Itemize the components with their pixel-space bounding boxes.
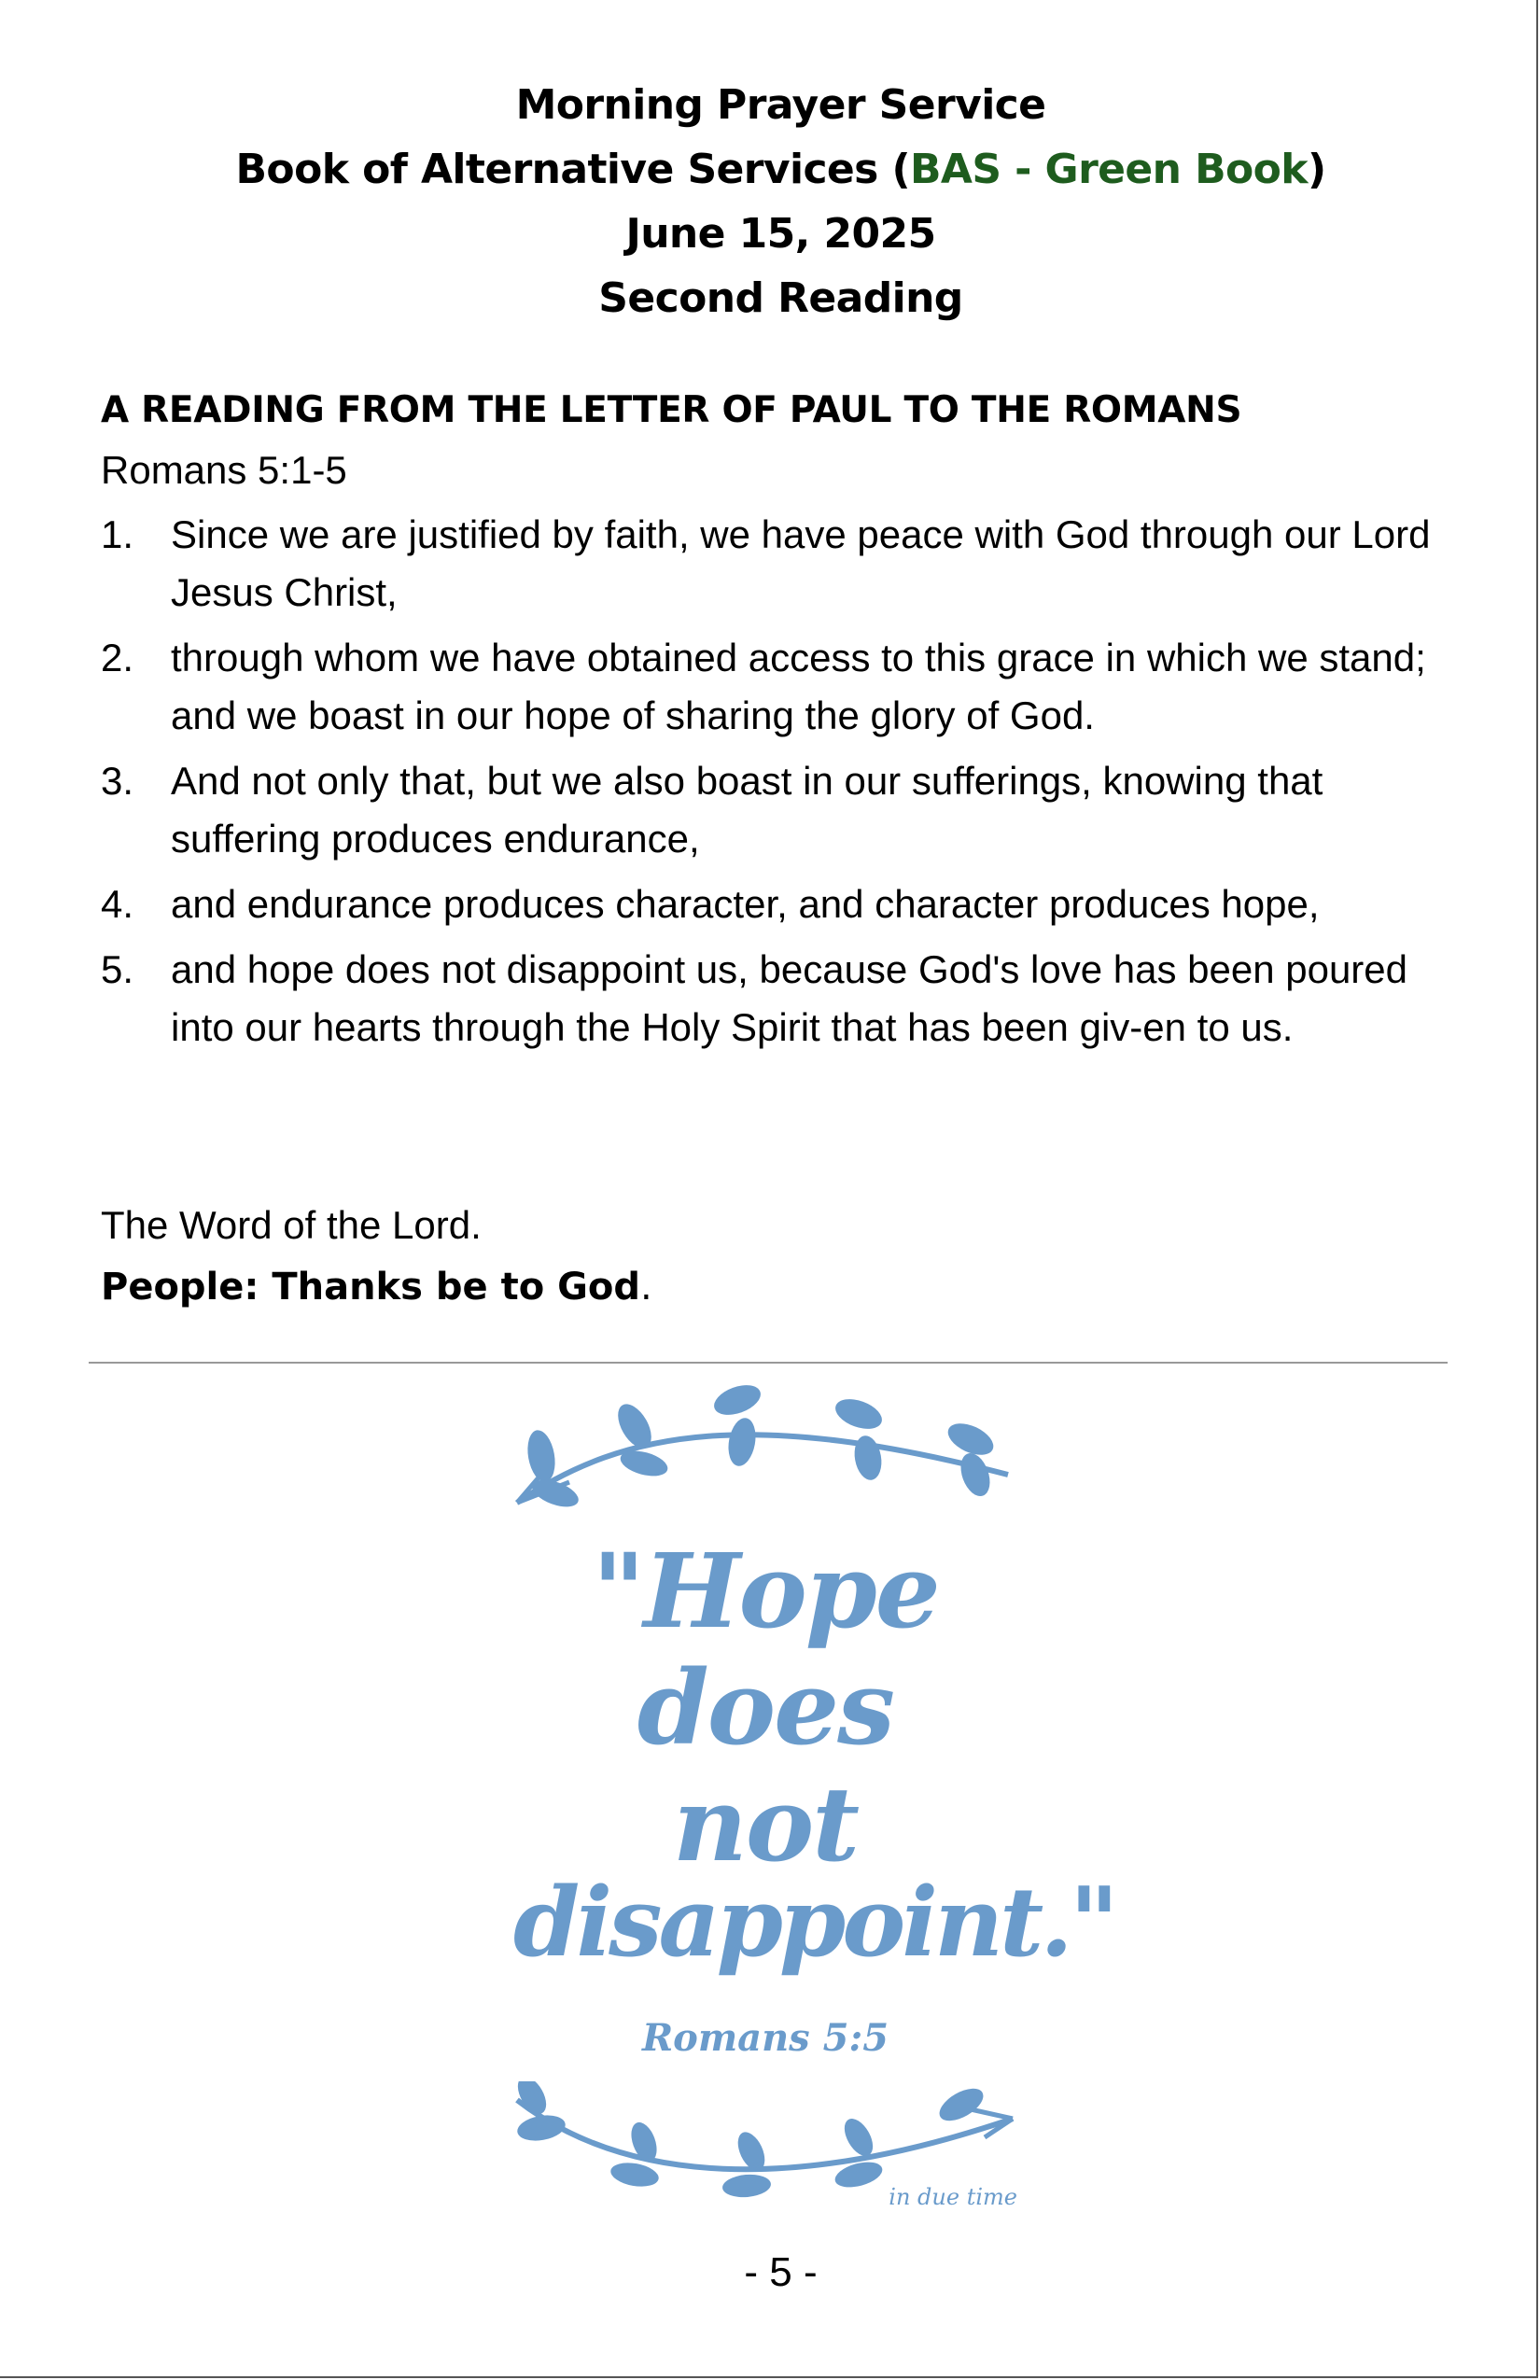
service-header bbox=[0, 73, 1540, 330]
people-response-text: People: Thanks be to God bbox=[101, 1266, 641, 1309]
verse-number: 3. bbox=[101, 759, 134, 803]
artwork-line-hope: "Hope bbox=[592, 1531, 939, 1651]
section-title: Second Reading bbox=[598, 274, 963, 322]
verse-item bbox=[101, 875, 1445, 933]
verse-text: Since we are justified by faith, we have peace with God through our Lord Jesus Christ, bbox=[171, 512, 1431, 614]
service-title: Morning Prayer Service bbox=[515, 81, 1046, 129]
artwork-line-disappoint: disappoint." bbox=[513, 1867, 1115, 1979]
scripture-citation: Romans 5:1-5 bbox=[101, 448, 347, 492]
closing-section bbox=[101, 1195, 1445, 1318]
verse-list bbox=[101, 506, 1445, 1057]
verse-number: 1. bbox=[101, 512, 134, 556]
verse-item bbox=[101, 629, 1445, 745]
service-date: June 15, 2025 bbox=[625, 210, 936, 258]
book-abbreviation: BAS - Green Book bbox=[909, 146, 1308, 193]
verse-number: 5. bbox=[101, 947, 134, 991]
hope-artwork bbox=[513, 1372, 1115, 2231]
people-response-period: . bbox=[640, 1266, 652, 1309]
reading-section bbox=[101, 385, 1445, 1064]
artwork-reference: Romans 5:5 bbox=[641, 2016, 889, 2060]
book-suffix: ) bbox=[1307, 146, 1326, 193]
artwork-line-not: not bbox=[672, 1764, 859, 1884]
verse-text: through whom we have obtained access to this grace in which we stand; and we boast in our hope of sharing the glory of God. bbox=[171, 636, 1426, 737]
artwork-credit: in due time bbox=[889, 2184, 1017, 2210]
verse-item bbox=[101, 752, 1445, 868]
service-book bbox=[0, 137, 1540, 202]
verse-number: 4. bbox=[101, 882, 134, 926]
verse-text: And not only that, but we also boast in our sufferings, knowing that suffering produces endurance, bbox=[171, 759, 1323, 861]
reading-title: A READING FROM THE LETTER OF PAUL TO THE ROMANS bbox=[101, 389, 1242, 431]
word-of-the-lord: The Word of the Lord. bbox=[101, 1203, 482, 1247]
top-vine-icon bbox=[513, 1372, 1017, 1521]
verse-text: and endurance produces character, and character produces hope, bbox=[171, 882, 1320, 926]
people-response bbox=[101, 1256, 1445, 1318]
verse-item bbox=[101, 941, 1445, 1057]
page-number: - 5 - bbox=[744, 2249, 818, 2295]
artwork-line-does: does bbox=[637, 1647, 894, 1768]
book-prefix: Book of Alternative Services ( bbox=[235, 146, 910, 193]
verse-text: and hope does not disappoint us, because God's love has been poured into our hearts through the Holy Spirit that has been giv-en to us. bbox=[171, 947, 1408, 1049]
verse-number: 2. bbox=[101, 636, 134, 679]
section-divider bbox=[89, 1362, 1448, 1364]
verse-item bbox=[101, 506, 1445, 622]
